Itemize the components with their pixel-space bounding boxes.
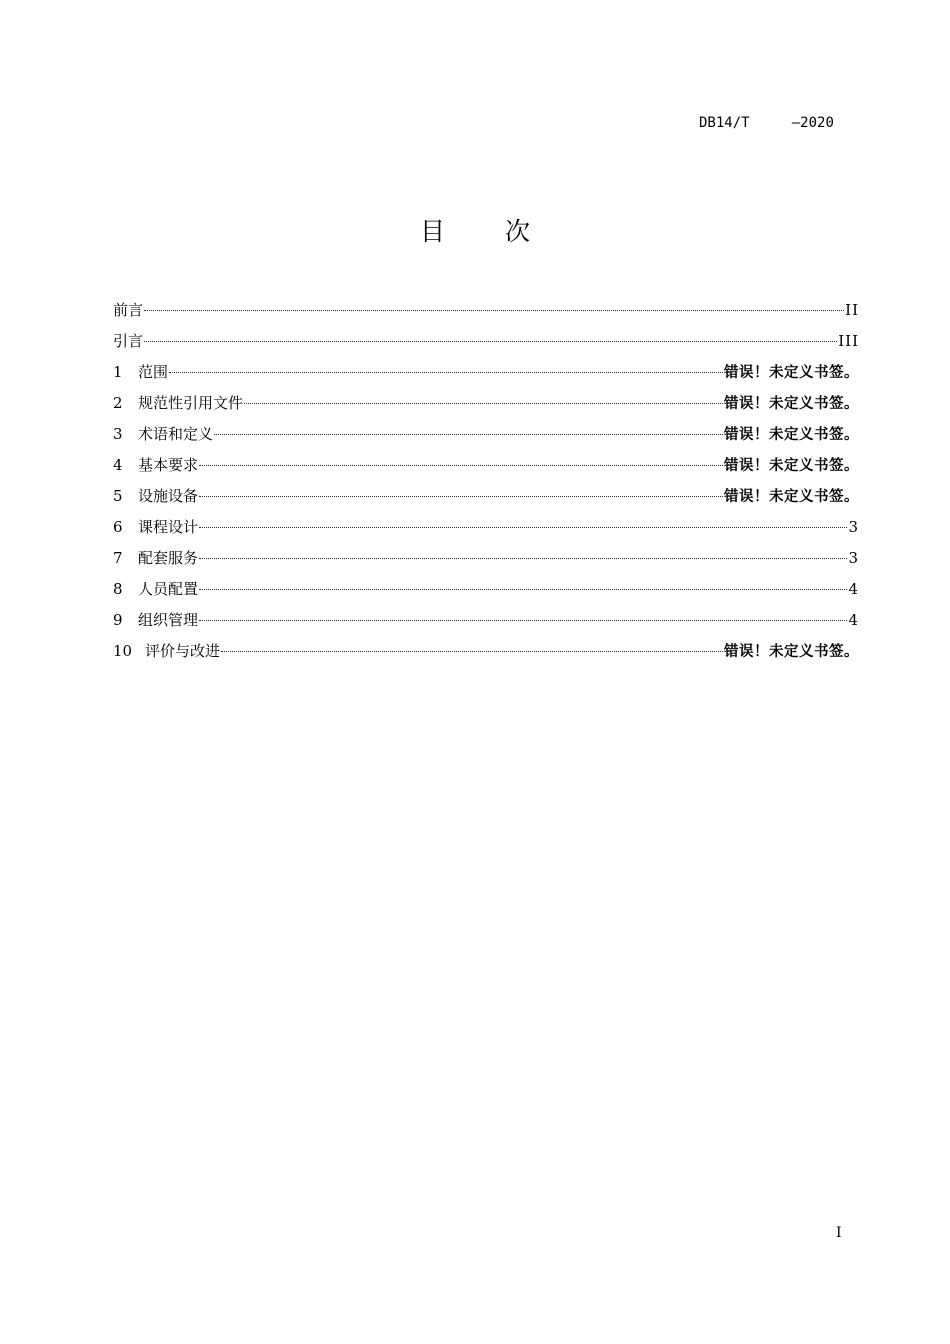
toc-entry[interactable] xyxy=(113,608,859,639)
toc-entry[interactable] xyxy=(113,453,859,484)
dot-leader xyxy=(144,341,837,342)
toc-entry-label: 课程设计 xyxy=(138,518,199,536)
toc-entry-number: 4 xyxy=(113,456,123,474)
toc-entry-page: 4 xyxy=(848,580,859,598)
dot-leader xyxy=(199,620,847,621)
toc-entry-page: 3 xyxy=(848,518,859,536)
toc-entry-number: 1 xyxy=(113,363,123,381)
toc-entry-label: 规范性引用文件 xyxy=(138,394,244,412)
page-number: I xyxy=(836,1225,842,1241)
toc-entry-label: 前言 xyxy=(113,301,144,319)
toc-entry-label: 评价与改进 xyxy=(145,642,221,660)
toc-entry-number: 9 xyxy=(113,611,123,629)
toc-entry-number: 2 xyxy=(113,394,123,412)
toc-entry[interactable] xyxy=(113,577,859,608)
toc-entry-page: 4 xyxy=(848,611,859,629)
toc-entry-number: 6 xyxy=(113,518,123,536)
dot-leader xyxy=(199,465,723,466)
dot-leader xyxy=(144,310,844,311)
toc-entry-page: 3 xyxy=(848,549,859,567)
dot-leader xyxy=(199,527,847,528)
dot-leader xyxy=(244,403,723,404)
toc-entry-label: 人员配置 xyxy=(138,580,199,598)
toc-entry-label: 配套服务 xyxy=(138,549,199,567)
toc-entry-number: 10 xyxy=(113,642,133,660)
toc-entry[interactable] xyxy=(113,515,859,546)
toc-entry-label: 设施设备 xyxy=(138,487,199,505)
dot-leader xyxy=(199,589,847,590)
dot-leader xyxy=(214,434,723,435)
dot-leader xyxy=(169,372,723,373)
page-title: 目次 xyxy=(419,217,590,246)
toc-entry[interactable] xyxy=(113,546,859,577)
toc-entry-label: 范围 xyxy=(138,363,169,381)
table-of-contents xyxy=(113,298,859,670)
toc-entry-page: III xyxy=(838,332,859,350)
toc-entry-label: 组织管理 xyxy=(138,611,199,629)
toc-entry-number: 5 xyxy=(113,487,123,505)
bookmark-error-text: 错误！未定义书签。 xyxy=(724,489,859,505)
dot-leader xyxy=(199,496,723,497)
toc-entry[interactable] xyxy=(113,298,859,329)
toc-entry[interactable] xyxy=(113,360,859,391)
toc-entry[interactable] xyxy=(113,422,859,453)
toc-entry-label: 引言 xyxy=(113,332,144,350)
standard-code: DB14/T xyxy=(699,115,750,131)
toc-entry[interactable] xyxy=(113,329,859,360)
toc-entry-number: 3 xyxy=(113,425,123,443)
toc-entry-label: 基本要求 xyxy=(138,456,199,474)
bookmark-error-text: 错误！未定义书签。 xyxy=(724,396,859,412)
dot-leader xyxy=(221,651,723,652)
toc-entry-label: 术语和定义 xyxy=(138,425,214,443)
document-header xyxy=(699,115,834,131)
bookmark-error-text: 错误！未定义书签。 xyxy=(724,365,859,381)
bookmark-error-text: 错误！未定义书签。 xyxy=(724,427,859,443)
toc-entry-number: 8 xyxy=(113,580,123,598)
toc-entry-page: II xyxy=(845,301,859,319)
toc-entry[interactable] xyxy=(113,391,859,422)
dot-leader xyxy=(199,558,847,559)
toc-entry[interactable] xyxy=(113,639,859,670)
bookmark-error-text: 错误！未定义书签。 xyxy=(724,644,859,660)
toc-entry-number: 7 xyxy=(113,549,123,567)
standard-year: —2020 xyxy=(791,115,834,131)
toc-entry[interactable] xyxy=(113,484,859,515)
bookmark-error-text: 错误！未定义书签。 xyxy=(724,458,859,474)
